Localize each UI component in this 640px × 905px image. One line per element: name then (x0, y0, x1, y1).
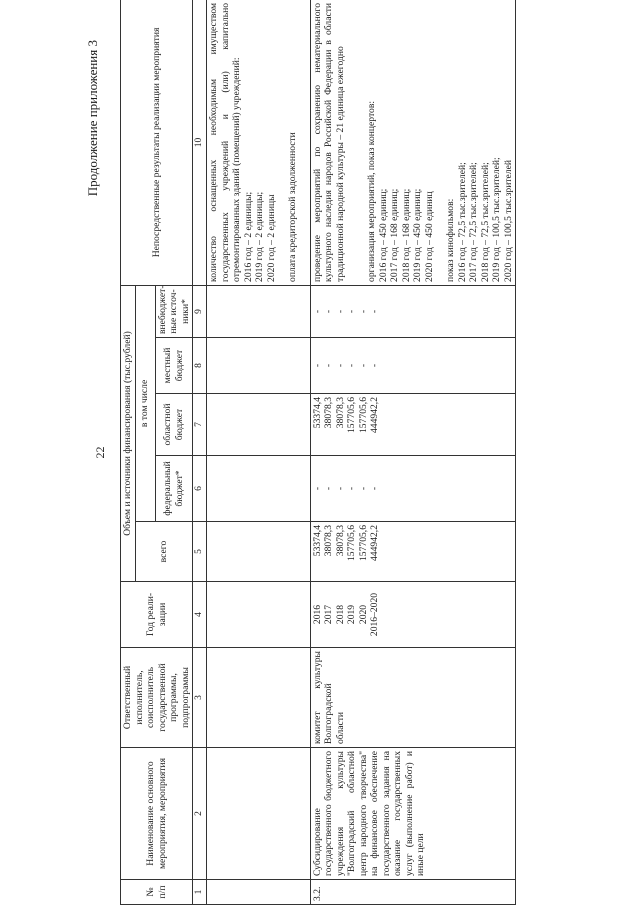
header-name: Наименование основного мероприятия, мероприятия (121, 748, 193, 880)
total-value: 38078,3 (334, 525, 346, 557)
total-value: 444942,2 (369, 525, 381, 561)
page-number: 22 (93, 446, 107, 459)
col-number: 3 (193, 648, 207, 748)
local-value: - (334, 363, 346, 368)
result-line: 2016 год – 2 единицы; (242, 191, 254, 282)
nonbudget-value: - (323, 309, 335, 314)
row-totals (310, 522, 516, 582)
federal-value: - (334, 486, 346, 491)
result-line: 2018 год – 168 единиц; (400, 188, 412, 282)
result-line: 2019 год – 2 единицы; (254, 191, 266, 282)
result-line: 2020 год – 100,5 тыс.зрителей (502, 160, 514, 282)
continuation-title: Продолжение приложения 3 (85, 40, 100, 197)
column-number-row (193, 0, 207, 905)
local-value: - (346, 363, 358, 368)
nonbudget-value: - (346, 309, 358, 314)
col-number: 1 (193, 880, 207, 905)
result-line: 2018 год – 72,5 тыс.зрителей; (479, 162, 491, 282)
row-regional (310, 394, 516, 456)
result-line: 2016 год – 450 единиц; (377, 188, 389, 282)
table-row-continued (207, 0, 311, 905)
federal-value: - (311, 486, 323, 491)
header-local: местный бюджет (155, 338, 193, 394)
result-line: 2020 год – 450 единиц (423, 191, 435, 282)
header-nonbudget: внебюджет-ные источ-ники* (155, 285, 193, 337)
header-year: Год реали-зации (121, 582, 193, 648)
regional-value: 444942,2 (369, 397, 381, 433)
col-number: 5 (193, 522, 207, 582)
local-value: - (311, 363, 323, 368)
header-regional: областной бюджет (155, 394, 193, 456)
results-cell-continued (207, 0, 311, 285)
result-line: 2019 год – 100,5 тыс.зрителей; (491, 157, 503, 282)
federal-value: - (323, 486, 335, 491)
col-number: 2 (193, 748, 207, 880)
result-line: 2017 год – 72,5 тыс.зрителей; (468, 162, 480, 282)
result-line: 2017 год – 168 единиц; (389, 188, 401, 282)
year-value: 2016 (311, 604, 323, 625)
row-name: Субсидирование государственного бюджетного учреждения культуры "Волгоградский областной центр народного творчества" на финансовое обеспечение государственного задания на оказание государственных услуг (выполнение работ) и иные цели (310, 748, 516, 880)
local-value: - (357, 363, 369, 368)
total-value: 38078,3 (323, 525, 335, 557)
col-number: 4 (193, 582, 207, 648)
regional-value: 38078,3 (323, 397, 335, 429)
total-value: 157705,6 (357, 525, 369, 561)
result-text: оплата кредиторской задолженности (287, 132, 299, 282)
row-nonbudget (310, 285, 516, 337)
col-number: 10 (193, 0, 207, 285)
result-text: проведение мероприятий по сохранению нематериального культурного наследия народов Российской Федерации в области традиционной народной культуры – 21 единица ежегодно (311, 2, 346, 282)
program-table (120, 0, 516, 905)
header-funding: Объем и источники финансирования (тыс.рублей) (121, 285, 136, 581)
header-incl: в том числе (135, 285, 155, 521)
nonbudget-value: - (357, 309, 369, 314)
regional-value: 53374,4 (311, 397, 323, 429)
col-number: 7 (193, 394, 207, 456)
result-line: 2020 год – 2 единицы (265, 194, 277, 282)
row-responsible: комитет культуры Волгоградской области (310, 648, 516, 748)
federal-value: - (357, 486, 369, 491)
federal-value: - (346, 486, 358, 491)
year-value: 2016–2020 (369, 592, 381, 637)
result-line: 2019 год – 450 единиц; (412, 188, 424, 282)
header-row (121, 0, 136, 905)
header-results: Непосредственные результаты реализации мероприятия (121, 0, 193, 285)
regional-value: 38078,3 (334, 397, 346, 429)
total-value: 53374,4 (311, 525, 323, 557)
row-local (310, 338, 516, 394)
result-text: организация мероприятий, показ концертов: (366, 100, 378, 282)
year-value: 2017 (323, 604, 335, 625)
result-text: количество оснащенных необходимым имуществом государственных учреждений и (или) капитально отремонтированных зданий (помещений) учреждений: (208, 2, 243, 282)
result-line: 2016 год – 72,5 тыс.зрителей; (456, 162, 468, 282)
nonbudget-value: - (311, 309, 323, 314)
table-row (310, 0, 516, 905)
results-cell (310, 0, 516, 285)
regional-value: 157705,6 (357, 397, 369, 433)
nonbudget-value: - (334, 309, 346, 314)
header-federal: федеральный бюджет* (155, 456, 193, 522)
regional-value: 157705,6 (346, 397, 358, 433)
col-number: 6 (193, 456, 207, 522)
year-value: 2020 (357, 604, 369, 625)
header-no: № п/п (121, 880, 193, 905)
total-value: 157705,6 (346, 525, 358, 561)
year-value: 2018 (334, 604, 346, 625)
header-total: всего (135, 522, 193, 582)
nonbudget-value: - (369, 309, 381, 314)
federal-value: - (369, 486, 381, 491)
result-text: показ кинофильмов: (445, 198, 457, 282)
col-number: 8 (193, 338, 207, 394)
col-number: 9 (193, 285, 207, 337)
local-value: - (369, 363, 381, 368)
row-federal (310, 456, 516, 522)
row-years (310, 582, 516, 648)
year-value: 2019 (346, 604, 358, 625)
row-number: 3.2. (310, 880, 516, 905)
local-value: - (323, 363, 335, 368)
header-responsible: Ответственный исполнитель, соисполнитель государственной программы, подпрограммы (121, 648, 193, 748)
